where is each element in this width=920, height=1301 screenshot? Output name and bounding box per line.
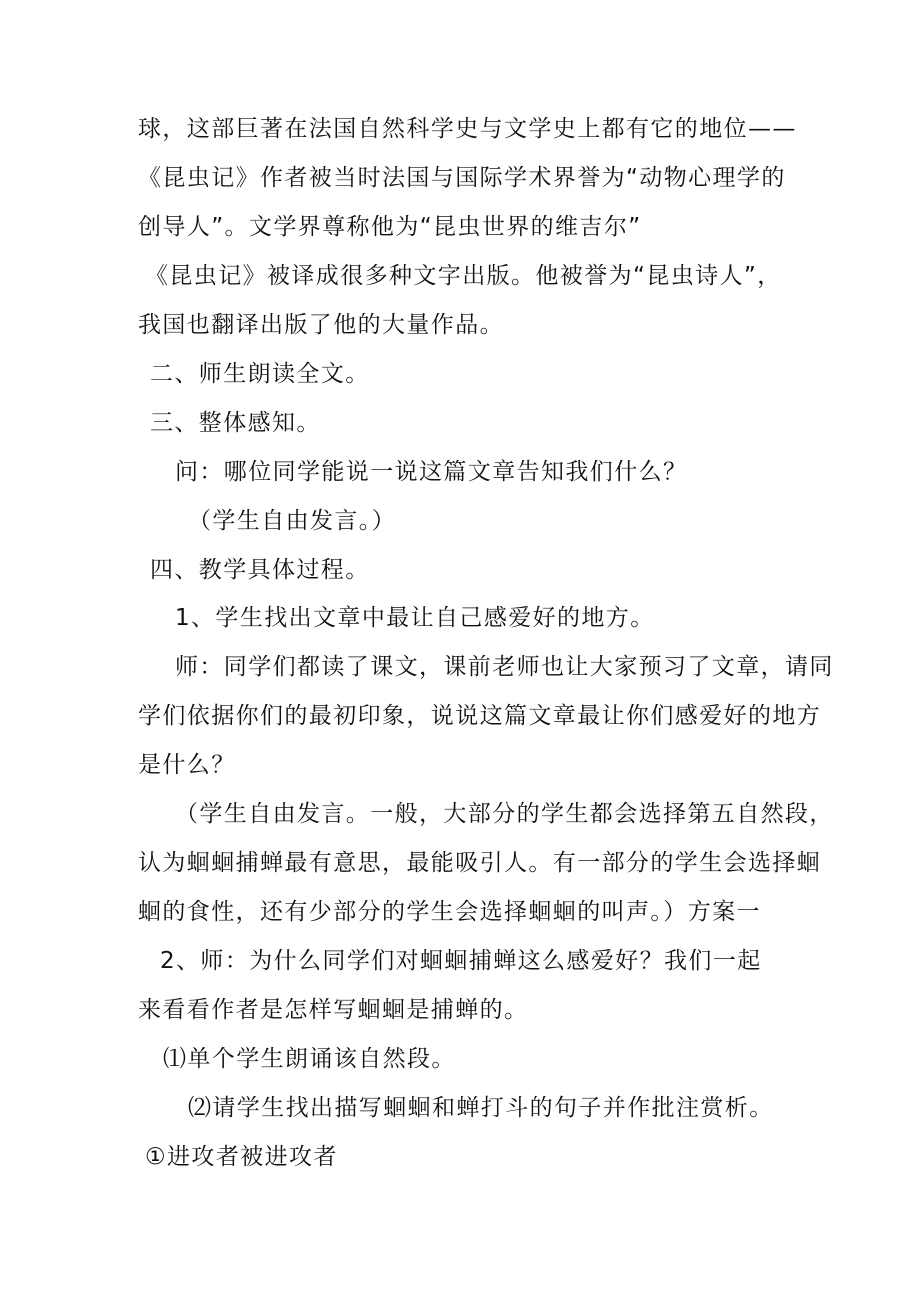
text-line-11: 1、学生找出文章中最让自己感爱好的地方。 xyxy=(175,605,655,631)
text-line-20: ⑴单个学生朗诵该自然段。 xyxy=(163,1046,456,1072)
text-line-22: ①进攻者被进攻者 xyxy=(145,1144,338,1170)
section-heading-2: 二、师生朗读全文。 xyxy=(150,361,370,387)
text-line-18: 2、师：为什么同学们对蛔蛔捕蝉这么感爱好？我们一起 xyxy=(160,948,762,974)
text-line-19: 来看看作者是怎样写蛔蛔是捕蝉的。 xyxy=(138,997,529,1023)
section-heading-4: 四、教学具体过程。 xyxy=(150,557,370,583)
text-line-8: 问：哪位同学能说一说这篇文章告知我们什么？ xyxy=(175,459,688,485)
text-line-21: ⑵请学生找出描写蛔蛔和蝉打斗的句子并作批注赏析。 xyxy=(188,1095,774,1121)
text-line-13: 学们依据你们的最初印象，说说这篇文章最让你们感爱好的地方 xyxy=(138,703,822,729)
text-line-9: （学生自由发言。） xyxy=(188,508,397,534)
text-line-1: 球，这部巨著在法国自然科学史与文学史上都有它的地位—— xyxy=(138,116,797,142)
text-line-17: 蛔的食性，还有少部分的学生会选择蛔蛔的叫声。）方案一 xyxy=(138,899,761,925)
text-line-14: 是什么？ xyxy=(138,752,236,778)
text-line-15: （学生自由发言。一般，大部分的学生都会选择第五自然段， xyxy=(175,801,834,827)
text-line-5: 我国也翻译出版了他的大量作品。 xyxy=(138,312,504,338)
text-line-4: 《昆虫记》被译成很多种文字出版。他被誉为“昆虫诗人”， xyxy=(145,263,782,289)
text-line-12: 师：同学们都读了课文，课前老师也让大家预习了文章，请同 xyxy=(175,654,834,680)
text-line-2: 《昆虫记》作者被当时法国与国际学术界誉为“动物心理学的 xyxy=(138,165,786,191)
text-line-16: 认为蛔蛔捕蝉最有意思，最能吸引人。有一部分的学生会选择蛔 xyxy=(138,850,822,876)
text-line-3: 创导人”。文学界尊称他为“昆虫世界的维吉尔” xyxy=(138,214,642,240)
section-heading-3: 三、整体感知。 xyxy=(150,410,321,436)
